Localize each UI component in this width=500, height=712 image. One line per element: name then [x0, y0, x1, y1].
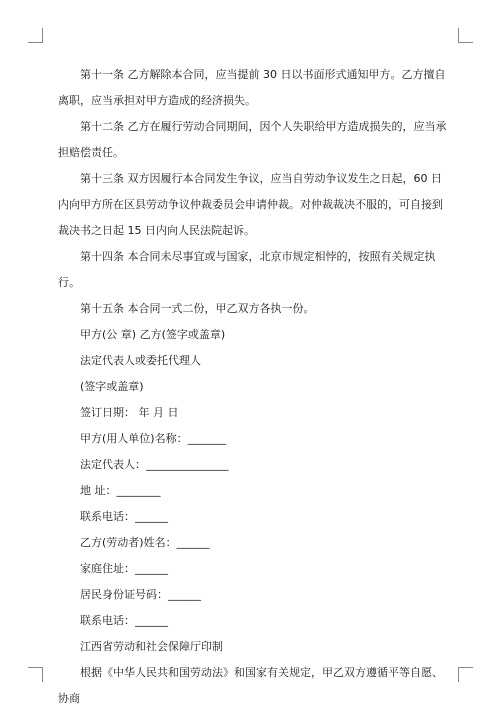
document-body: [58, 62, 448, 712]
clause-13: 第十三条 双方因履行本合同发生争议，应当自劳动争议发生之日起，60 日内向甲方所在区县劳动争议仲裁委员会申请仲裁。对仲裁裁决不服的，可自接到裁决书之日起 15 日内向人民法院起诉。: [58, 172, 443, 237]
clause-14: 第十四条 本合同未尽事宜或与国家，北京市规定相悖的，按照有关规定执行。: [58, 250, 436, 289]
crop-mark-bottom-left: [28, 667, 43, 682]
address-line: 地 址：________: [80, 484, 161, 497]
signature-section: [58, 322, 448, 660]
party-seal-line: 甲方(公 章) 乙方(签字或盖章): [80, 328, 226, 341]
employee-phone-line: 联系电话：______: [80, 614, 168, 627]
sign-or-seal-line: (签字或盖章): [80, 380, 144, 393]
clause-11: 第十一条 乙方解除本合同，应当提前 30 日以书面形式通知甲方。乙方擅自离职，应当承担对甲方造成的经济损失。: [58, 68, 446, 107]
home-address-line: 家庭住址：______: [80, 562, 168, 575]
crop-mark-top-left: [28, 28, 43, 43]
legal-rep-line: 法定代表人或委托代理人: [80, 354, 201, 367]
signing-date-line: 签订日期： 年 月 日: [80, 406, 179, 419]
id-number-line: 居民身份证号码：______: [80, 588, 201, 601]
employee-name-line: 乙方(劳动者)姓名：______: [80, 536, 210, 549]
clause-15: 第十五条 本合同一式二份，甲乙双方各执一份。: [80, 302, 315, 315]
printed-by-line: 江西省劳动和社会保障厅印制: [80, 640, 223, 653]
employer-phone-line: 联系电话：______: [80, 510, 168, 523]
preamble-paragraph: 根据《中华人民共和国劳动法》和国家有关规定，甲乙双方遵循平等自愿、协商: [58, 666, 443, 705]
crop-mark-top-right: [458, 28, 473, 43]
clause-12: 第十二条 乙方在履行劳动合同期间，因个人失职给甲方造成损失的，应当承担赔偿责任。: [58, 120, 447, 159]
legal-representative-line: 法定代表人：_______________: [80, 458, 229, 471]
crop-mark-bottom-right: [458, 667, 473, 682]
employer-name-line: 甲方(用人单位)名称：_______: [80, 432, 227, 445]
